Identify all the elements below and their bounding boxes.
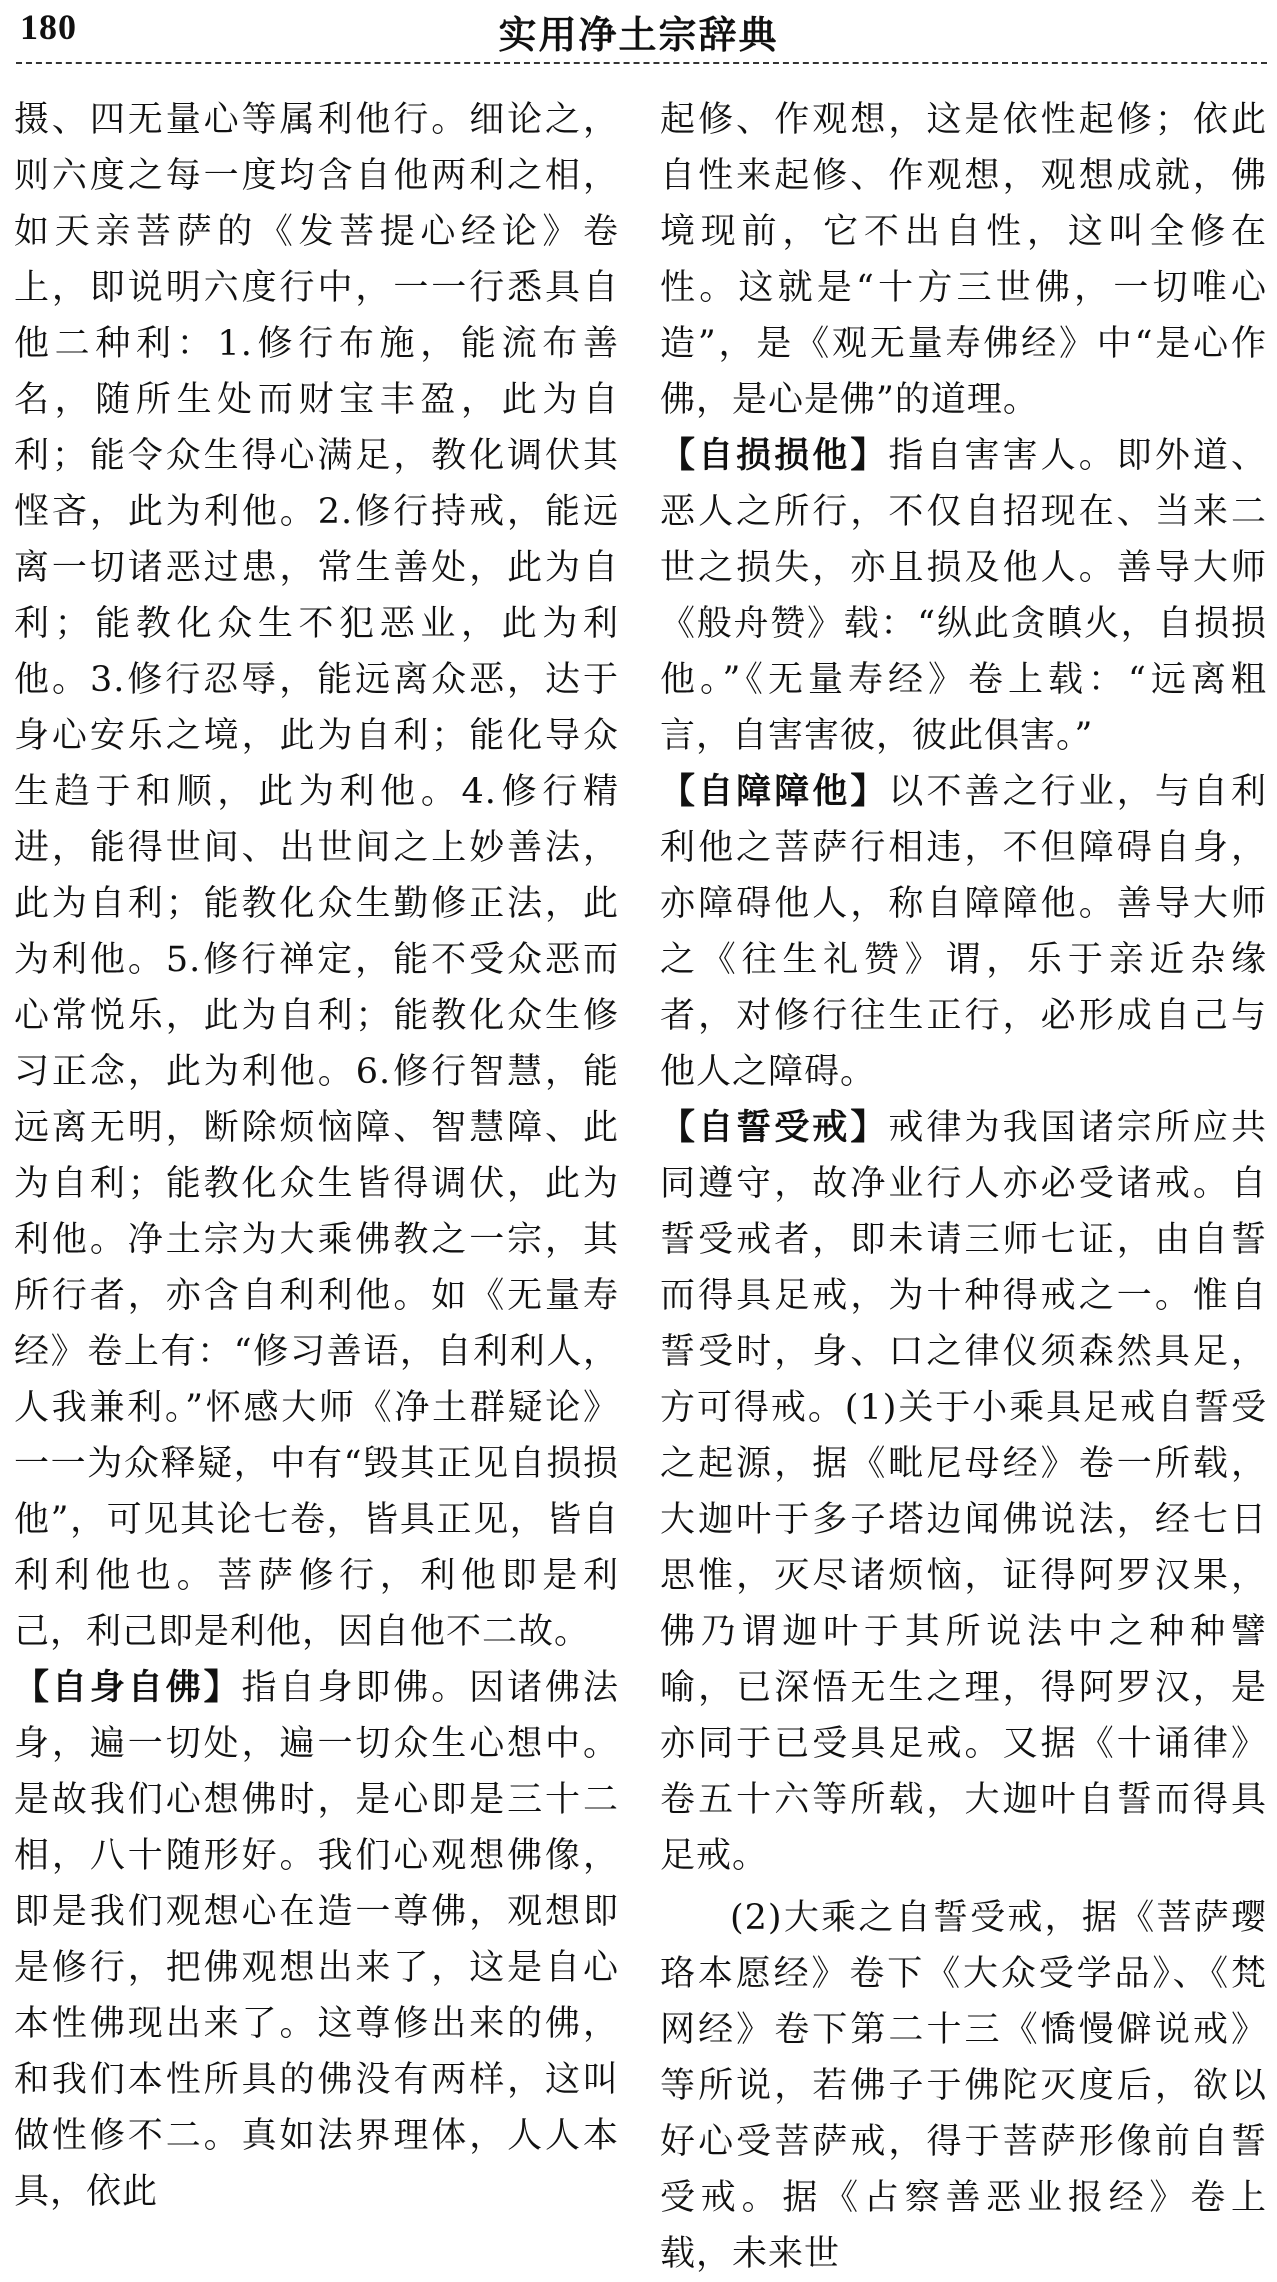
entry-text: 以不善之行业，与自利利他之菩萨行相违，不但障碍自身，亦障碍他人，称自障障他。善导大师之《往生礼赞》谓，乐于亲近杂缘者，对修行往生正行，必形成自己与他人之障碍。	[660, 772, 1267, 1092]
entry-term: 【自身自佛】	[14, 1668, 242, 1708]
entry-paragraph: (2)大乘之自誓受戒，据《菩萨璎珞本愿经》卷下《大众受学品》、《梵网经》卷下第二十三《憍慢僻说戒》等所说，若佛子于佛陀灭度后，欲以好心受菩萨戒，得于菩萨形像前自誓受戒。据《占察善恶业报经》卷上载，未来世	[660, 1898, 1267, 2274]
running-title: 实用净土宗辞典	[498, 12, 779, 57]
dictionary-entry	[14, 1660, 619, 2220]
entry-term: 【自誓受戒】	[660, 1108, 889, 1148]
dictionary-entry	[660, 1100, 1267, 1884]
dictionary-entry	[660, 428, 1267, 764]
left-column	[14, 92, 619, 2212]
entry-text: 戒律为我国诸宗所应共同遵守，故净业行人亦必受诸戒。自誓受戒者，即未请三师七证，由自誓而得具足戒，为十种得戒之一。惟自誓受时，身、口之律仪须森然具足，方可得戒。(1)关于小乘具足戒自誓受之起源，据《毗尼母经》卷一所载，大迦叶于多子塔边闻佛说法，经七日思惟，灭尽诸烦恼，证得阿罗汉果，佛乃谓迦叶于其所说法中之种种譬喻，已深悟无生之理，得阿罗汉，是亦同于已受具足戒。又据《十诵律》卷五十六等所载，大迦叶自誓而得具足戒。	[660, 1108, 1267, 1876]
entry-text: 指自害害人。即外道、恶人之所行，不仅自招现在、当来二世之损失，亦且损及他人。善导大师《般舟赞》载：“纵此贪瞋火，自损损他。”《无量寿经》卷上载：“远离粗言，自害害彼，彼此俱害。”	[660, 436, 1267, 756]
entry-term: 【自障障他】	[660, 772, 889, 812]
page-number: 180	[20, 7, 77, 47]
dictionary-entry	[660, 764, 1267, 1100]
continued-paragraph: 起修、作观想，这是依性起修；依此自性来起修、作观想，观想成就，佛境现前，它不出自性，这叫全修在性。这就是“十方三世佛，一切唯心造”，是《观无量寿佛经》中“是心作佛，是心是佛”的道理。	[660, 100, 1267, 420]
page-header	[0, 0, 1277, 72]
entry-text: 指自身即佛。因诸佛法身，遍一切处，遍一切众生心想中。是故我们心想佛时，是心即是三十二相，八十随形好。我们心观想佛像，即是我们观想心在造一尊佛，观想即是修行，把佛观想出来了，这是自心本性佛现出来了。这尊修出来的佛，和我们本性所具的佛没有两样，这叫做性修不二。真如法界理体，人人本具，依此	[14, 1668, 619, 2212]
header-rule	[16, 62, 1267, 64]
continued-paragraph: 摄、四无量心等属利他行。细论之，则六度之每一度均含自他两利之相，如天亲菩萨的《发菩提心经论》卷上，即说明六度行中，一一行悉具自他二种利：1.修行布施，能流布善名，随所生处而财宝丰盈，此为自利；能令众生得心满足，教化调伏其悭吝，此为利他。2.修行持戒，能远离一切诸恶过患，常生善处，此为自利；能教化众生不犯恶业，此为利他。3.修行忍辱，能远离众恶，达于身心安乐之境，此为自利；能化导众生趋于和顺，此为利他。4.修行精进，能得世间、出世间之上妙善法，此为自利；能教化众生勤修正法，此为利他。5.修行禅定，能不受众恶而心常悦乐，此为自利；能教化众生修习正念，此为利他。6.修行智慧，能远离无明，断除烦恼障、智慧障、此为自利；能教化众生皆得调伏，此为利他。净土宗为大乘佛教之一宗，其所行者，亦含自利利他。如《无量寿经》卷上有：“修习善语，自利利人，人我兼利。”怀感大师《净土群疑论》一一为众释疑，中有“毁其正见自损损他”，可见其论七卷，皆具正见，皆自利利他也。菩萨修行，利他即是利己，利己即是利他，因自他不二故。	[14, 100, 619, 1652]
entry-term: 【自损损他】	[660, 436, 889, 476]
right-column	[660, 92, 1267, 2274]
